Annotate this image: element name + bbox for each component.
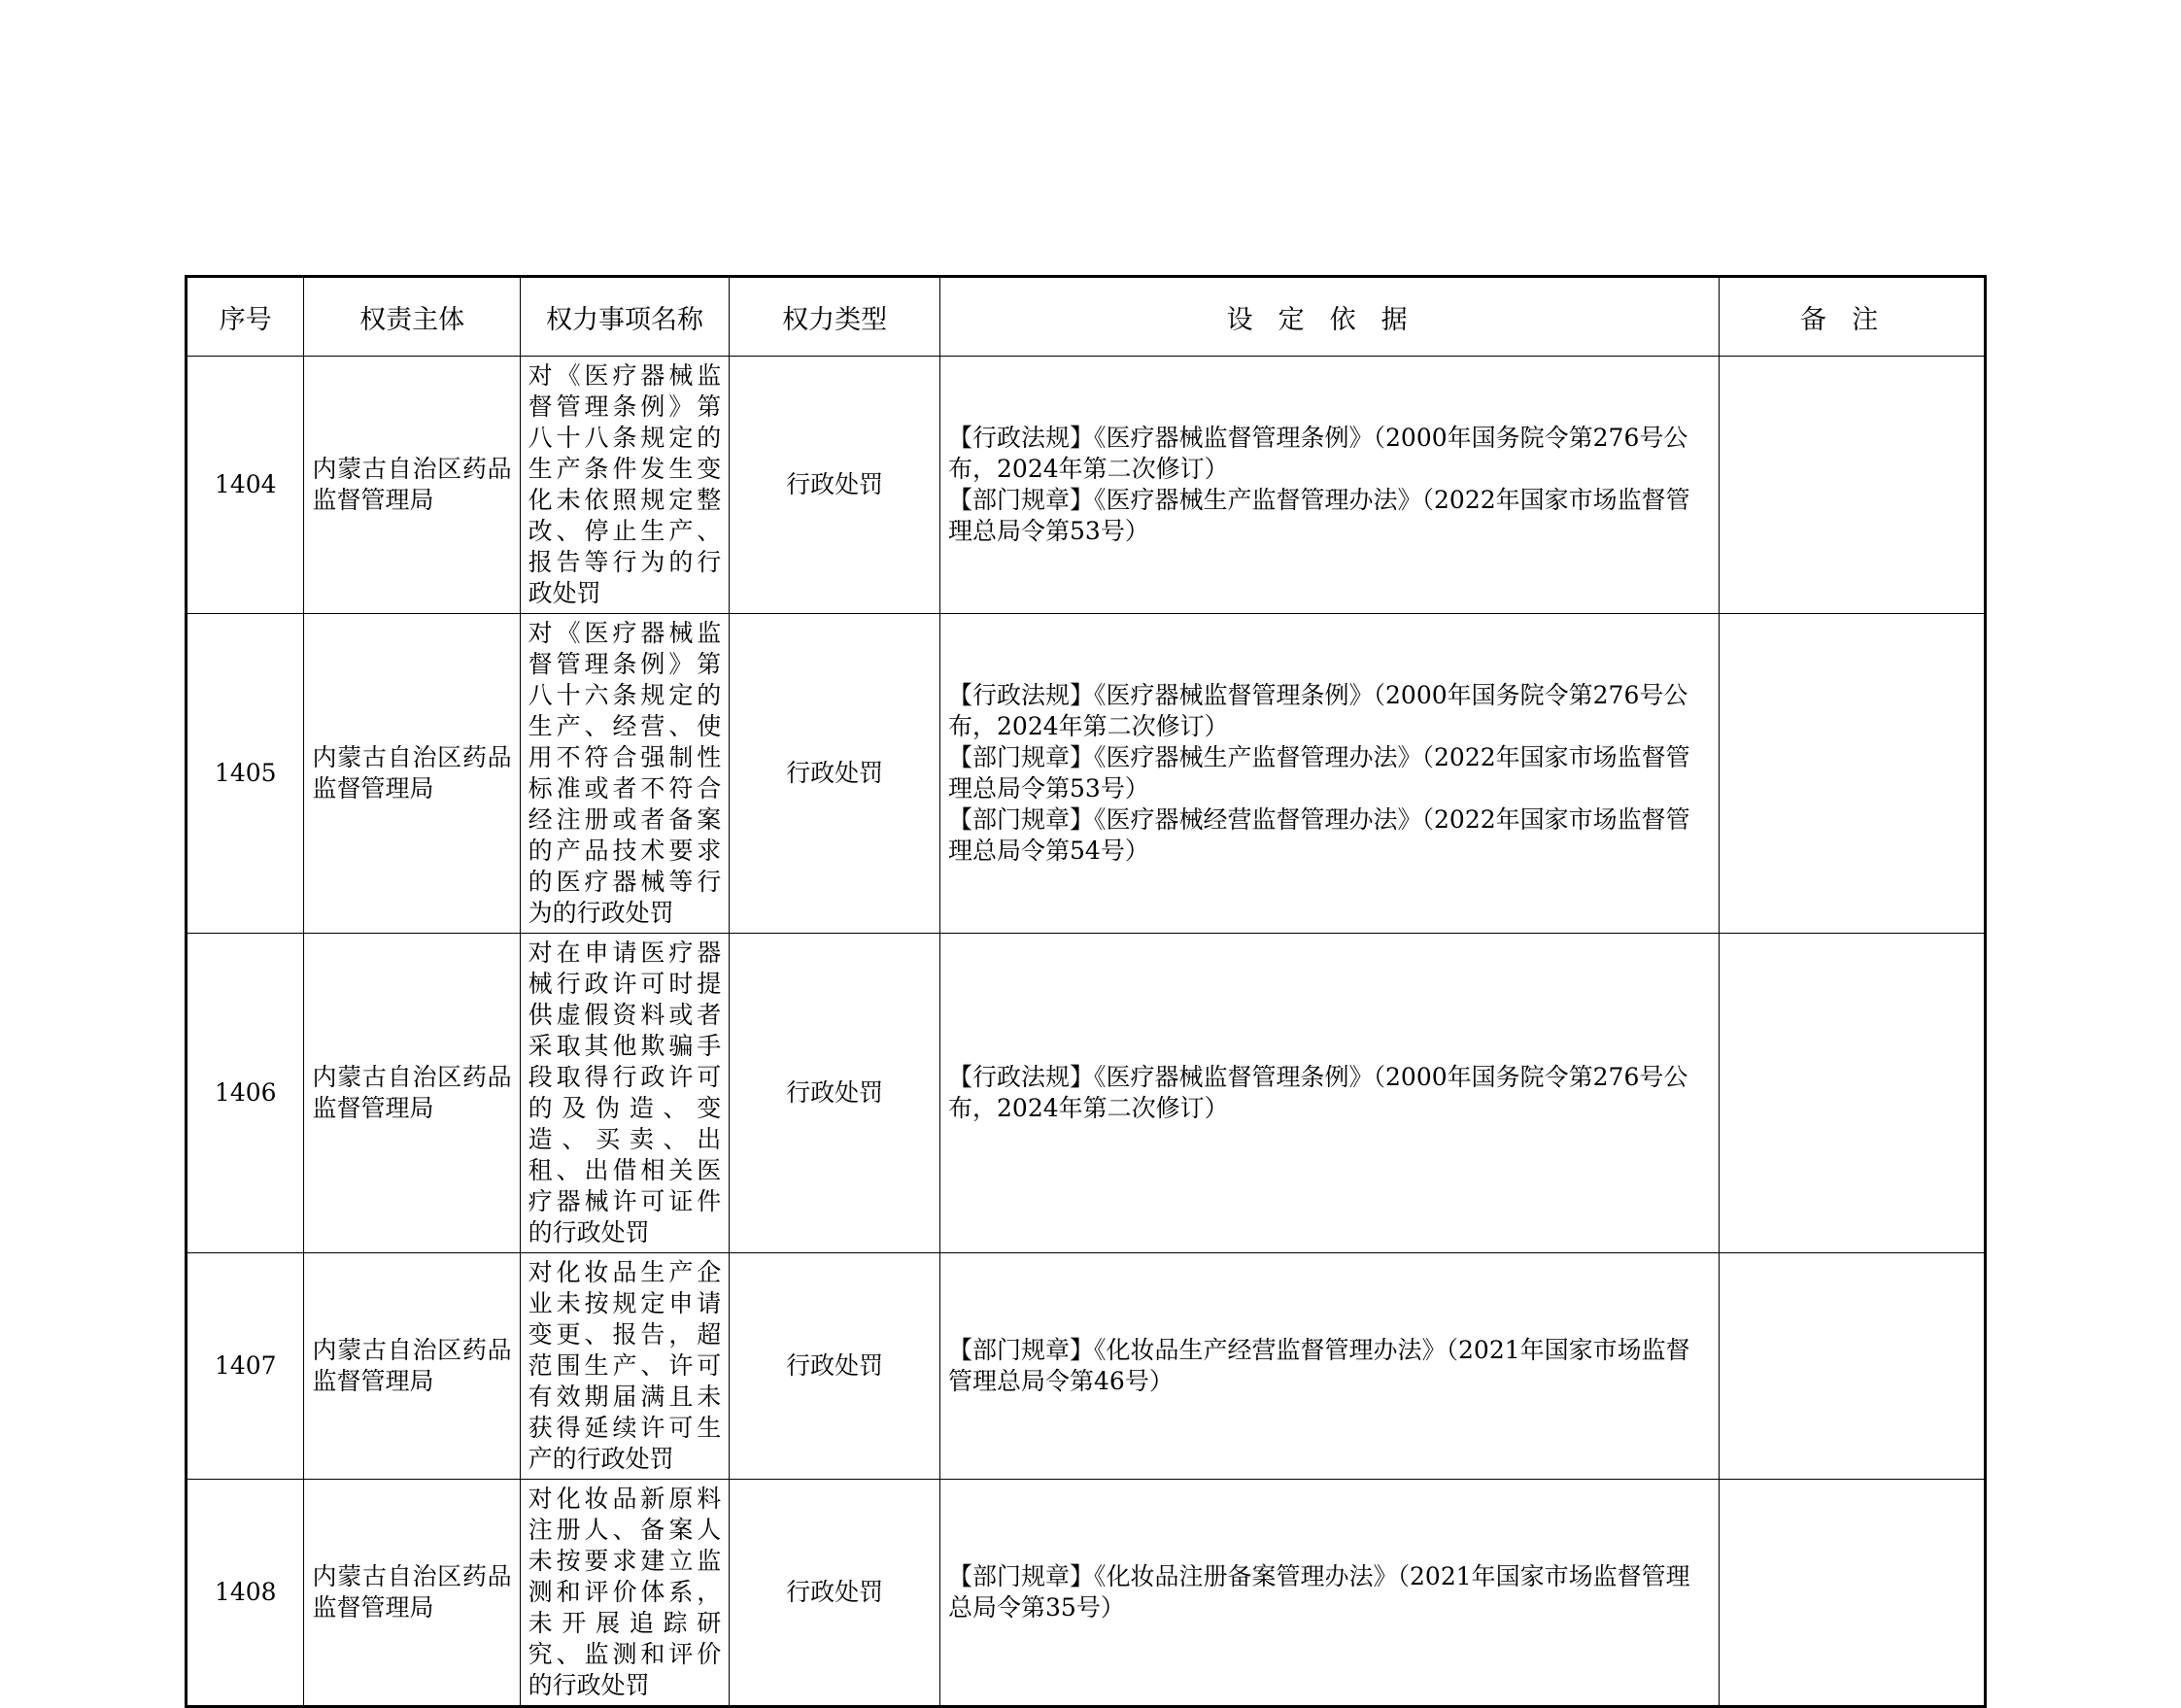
basis-entry: 【行政法规】《医疗器械监督管理条例》（2000年国务院令第276号公布，2024年第二次修订） [948,424,1688,483]
row-remark [1720,614,1986,934]
row-item-name: 对化妆品新原料注册人、备案人未按要求建立监测和评价体系，未开展追踪研究、监测和评价的行政处罚 [520,1480,730,1707]
header-subject: 权责主体 [304,277,520,357]
row-no: 1404 [187,357,304,614]
table-row [187,934,1986,1253]
header-name: 权力事项名称 [520,277,730,357]
basis-entry: 【部门规章】《化妆品生产经营监督管理办法》（2021年国家市场监督管理总局令第46号） [948,1336,1690,1395]
row-basis [940,357,1720,614]
table-row [187,614,1986,934]
row-basis [940,1480,1720,1707]
header-no: 序号 [187,277,304,357]
header-basis: 设定依据 [940,277,1720,357]
row-type: 行政处罚 [730,614,940,934]
basis-entry: 【部门规章】《医疗器械生产监督管理办法》（2022年国家市场监督管理总局令第53号） [948,743,1690,803]
row-item-name: 对化妆品生产企业未按规定申请变更、报告，超范围生产、许可有效期届满且未获得延续许可生产的行政处罚 [520,1253,730,1480]
row-remark [1720,1253,1986,1480]
row-no: 1407 [187,1253,304,1480]
row-remark [1720,934,1986,1253]
header-remark: 备注 [1720,277,1986,357]
row-basis [940,614,1720,934]
row-subject: 内蒙古自治区药品监督管理局 [304,934,520,1253]
row-type: 行政处罚 [730,357,940,614]
row-item-name: 对在申请医疗器械行政许可时提供虚假资料或者采取其他欺骗手段取得行政许可的及伪造、变造、买卖、出租、出借相关医疗器械许可证件的行政处罚 [520,934,730,1253]
table-row [187,357,1986,614]
row-subject: 内蒙古自治区药品监督管理局 [304,1253,520,1480]
row-item-name: 对《医疗器械监督管理条例》第八十六条规定的生产、经营、使用不符合强制性标准或者不符合经注册或者备案的产品技术要求的医疗器械等行为的行政处罚 [520,614,730,934]
basis-entry: 【行政法规】《医疗器械监督管理条例》（2000年国务院令第276号公布，2024年第二次修订） [948,681,1688,740]
row-type: 行政处罚 [730,1480,940,1707]
row-no: 1406 [187,934,304,1253]
row-subject: 内蒙古自治区药品监督管理局 [304,1480,520,1707]
row-type: 行政处罚 [730,1253,940,1480]
row-type: 行政处罚 [730,934,940,1253]
row-subject: 内蒙古自治区药品监督管理局 [304,357,520,614]
row-subject: 内蒙古自治区药品监督管理局 [304,614,520,934]
header-type: 权力类型 [730,277,940,357]
basis-entry: 【部门规章】《医疗器械经营监督管理办法》（2022年国家市场监督管理总局令第54号） [948,805,1690,865]
table-row [187,1253,1986,1480]
row-no: 1408 [187,1480,304,1707]
basis-entry: 【部门规章】《医疗器械生产监督管理办法》（2022年国家市场监督管理总局令第53号） [948,486,1690,545]
basis-entry: 【部门规章】《化妆品注册备案管理办法》（2021年国家市场监督管理总局令第35号） [948,1562,1690,1622]
row-no: 1405 [187,614,304,934]
row-item-name: 对《医疗器械监督管理条例》第八十八条规定的生产条件发生变化未依照规定整改、停止生产、报告等行为的行政处罚 [520,357,730,614]
basis-entry: 【行政法规】《医疗器械监督管理条例》（2000年国务院令第276号公布，2024年第二次修订） [948,1063,1688,1122]
row-basis [940,1253,1720,1480]
table-row [187,1480,1986,1707]
table-header-row [187,277,1986,357]
power-list-table [185,275,1987,1708]
row-remark [1720,357,1986,614]
row-basis [940,934,1720,1253]
row-remark [1720,1480,1986,1707]
